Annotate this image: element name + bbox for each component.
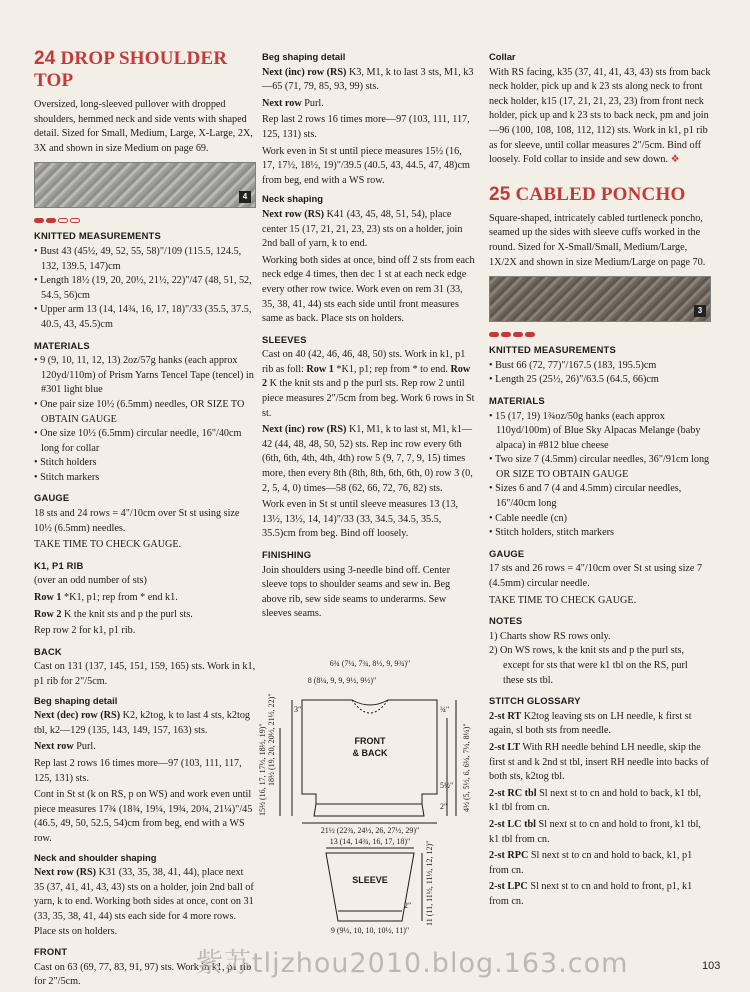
gauge-text: 18 sts and 24 rows = 4"/10cm over St st using size 10½ (6.5mm) needles. <box>34 508 240 534</box>
pattern-25-intro: Square-shaped, intricately cabled turtleneck poncho, seamed up the sides with sleeve cuffs worked in the round. Sized for X-Small/Small, Medium/Large, 1X/2X and shown in size Medium/Large on page 70. <box>489 212 706 268</box>
neck-shaping-row: Next row (RS) K41 (43, 45, 48, 51, 54), place center 15 (17, 21, 21, 23, 23) sts on a holder, join 2nd ball of yarn, k to end. <box>262 208 463 250</box>
note-item: 2) On WS rows, k the knit sts and p the purl sts, except for sts that were k1 tbl on the RS, purl these sts tbl. <box>489 645 688 686</box>
section-heading: BACK <box>34 645 62 657</box>
section-heading: GAUGE <box>34 492 70 504</box>
section-heading: MATERIALS <box>34 339 90 351</box>
list-item: • Two size 7 (4.5mm) circular needles, 36"/91cm long OR SIZE TO OBTAIN GAUGE <box>489 453 711 482</box>
glossary-item: 2-st LC tbl Sl next st to cn and hold to front, k1 tbl, k1 tbl from cn. <box>489 818 701 845</box>
front-back-outline <box>302 700 437 816</box>
section-heading: NOTES <box>489 615 523 627</box>
front-back-label-2: & BACK <box>352 748 388 758</box>
back-continue: Cont in St st (k on RS, p on WS) and work even until piece measures 17¾ (18¾, 19¼, 19¾, 20¾, 21¼)"/45 (46.5, 49, 50, 52.5, 54)cm from beg, end with a WS row. <box>34 789 253 844</box>
neck-both-sides: Working both sides at once, bind off 2 sts from each neck edge 4 times, then dec 1 st at each neck edge every other row twice. Work even on rem 31 (33, 35, 38, 41, 44) sts each side until front measures same as back. Place sts on holders. <box>262 254 475 325</box>
section-heading: MATERIALS <box>489 394 545 406</box>
list-item: • Sizes 6 and 7 (4 and 4.5mm) circular needles, 16"/40cm long <box>489 482 711 511</box>
list-item: • Upper arm 13 (14, 14¾, 16, 17, 18)"/33 (35.5, 37.5, 40.5, 43, 45.5)cm <box>34 303 256 332</box>
list-item: • Bust 43 (45½, 49, 52, 55, 58)"/109 (115.5, 124.5, 132, 139.5, 147)cm <box>34 245 256 274</box>
vent-label: 5½" <box>440 781 454 790</box>
pattern-24-title <box>34 48 256 92</box>
hem-label: 2" <box>440 802 448 811</box>
sleeve-length-label: 11 (11, 11½, 11½, 12, 12)" <box>425 840 434 926</box>
front-neck-line <box>352 700 388 713</box>
list-item: • Length 25 (25½, 26)"/63.5 (64.5, 66)cm <box>489 373 711 388</box>
list-item: • Cable needle (cn) <box>489 512 711 527</box>
list-item: • 9 (9, 10, 11, 12, 13) 2oz/57g hanks (each approx 120yd/110m) of Prism Yarns Tencel Tape (tencel) in #301 light blue <box>34 354 256 398</box>
yarn-swatch-image <box>489 276 711 322</box>
yarn-weight-badge: 3 <box>694 305 706 317</box>
column-left <box>34 48 256 992</box>
section-heading: KNITTED MEASUREMENTS <box>489 344 616 356</box>
subsection-heading: Beg shaping detail <box>34 694 118 706</box>
sleeves-inc-row: Next (inc) row (RS) K1, M1, k to last st, M1, k1—42 (44, 48, 48, 50, 52) sts. Rep inc row every 6th (6th, 6th, 4th, 4th, 4th) row 5 (9, 7, 7, 9, 15) times more, then every 8th (8th, 8th, 6th, 6th, 0) row 3 (0, 2, 5, 4, 0) times—58 (62, 66, 72, 76, 82) sts. <box>262 424 473 494</box>
section-heading: STITCH GLOSSARY <box>489 695 581 707</box>
garment-schematic <box>258 656 487 936</box>
skill-level-icon <box>489 332 711 337</box>
left-to-neck-label: 15½ (16, 17, 17½, 18½, 19)" <box>258 723 267 816</box>
shoulder-width-label: 8 (8¼, 9, 9, 9½, 9½)" <box>307 676 377 685</box>
subsection-heading: Beg shaping detail <box>262 51 346 62</box>
front-work-even: Work even in St st until piece measures 15½ (16, 17, 17½, 18½, 19)"/39.5 (40.5, 43, 44.5, 47, 48)cm from beg, end with a WS row. <box>262 145 470 186</box>
front-cast-on: Cast on 63 (69, 77, 83, 91, 97) sts. Work in k1, p1 rib for 2"/5cm. <box>34 961 252 988</box>
back-dec-row: Next (dec) row (RS) K2, k2tog, k to last 4 sts, k2tog tbl, k2—129 (135, 143, 149, 157, 163) sts. <box>34 710 251 736</box>
neck-width-label: 6¾ (7¼, 7¾, 8½, 9, 9¾)" <box>329 659 411 668</box>
list-item: • Stitch holders, stitch markers <box>489 526 711 541</box>
collar-text: With RS facing, k35 (37, 41, 41, 43, 43) sts from back neck holder, pick up and k 23 sts along neck to front neck holder, k15 (17, 21, 21, 23, 23) from front neck holder, pick up and k 23 sts to back neck, pm and join—96 (100, 108, 108, 112, 112) sts. Work in k1, p1 rib as for sleeve, until collar measures 2"/5cm. Bind off loosely. Fold collar to inside and sew down. ❖ <box>489 66 711 166</box>
section-heading: FRONT <box>34 946 68 958</box>
pattern-25-name: CABLED PONCHO <box>515 183 686 205</box>
gauge-text: 17 sts and 26 rows = 4"/10cm over St st using size 7 (4.5mm) circular needle. <box>489 563 703 590</box>
back-cast-on: Cast on 131 (137, 145, 151, 159, 165) sts. Work in k1, p1 rib for 2"/5cm. <box>34 661 256 687</box>
pattern-25-number: 25 <box>489 183 511 205</box>
skill-level-icon <box>34 218 256 223</box>
column-middle <box>262 48 476 624</box>
subsection-heading: Neck and shoulder shaping <box>34 851 157 863</box>
sleeve-bottom-label: 9 (9½, 10, 10, 10½, 11)" <box>330 926 410 935</box>
list-item: • Stitch markers <box>34 471 256 486</box>
front-repeat: Rep last 2 rows 16 times more—97 (103, 111, 117, 125, 131) sts. <box>262 114 470 140</box>
yarn-swatch-image <box>34 162 256 208</box>
watermark: 紫苏tljzhou2010.blog.163.com <box>196 948 629 979</box>
gauge-check: TAKE TIME TO CHECK GAUGE. <box>34 539 182 551</box>
section-heading: FINISHING <box>262 549 312 560</box>
list-item: • One size 10½ (6.5mm) circular needle, 16"/40cm long for collar <box>34 427 256 456</box>
subsection-heading: Neck shaping <box>262 193 323 205</box>
front-inc-row: Next (inc) row (RS) K3, M1, k to last 3 sts, M1, k3—65 (71, 79, 85, 93, 99) sts. <box>262 66 474 93</box>
rib-row-1: Row 1 *K1, p1; rep from * end k1. <box>34 592 178 604</box>
bottom-width-label: 21½ (22¾, 24½, 26, 27½, 29)" <box>320 826 420 835</box>
back-repeat: Rep last 2 rows 16 times more—97 (103, 111, 117, 125, 131) sts. <box>34 757 242 784</box>
section-heading: GAUGE <box>489 547 525 559</box>
front-neck-drop-label: ¾" <box>440 705 450 714</box>
list-item: • Stitch holders <box>34 456 256 471</box>
page-number: 103 <box>702 960 721 972</box>
back-next-row: Next row Purl. <box>34 741 96 753</box>
right-side-label: 4½ (5, 5½, 6, 6¼, 7¼, 8¼)" <box>462 723 471 812</box>
rib-row-2: Row 2 K the knit sts and p the purl sts. <box>34 608 193 620</box>
end-mark-icon: ❖ <box>670 154 680 166</box>
list-item: • Bust 66 (72, 77)"/167.5 (183, 195.5)cm <box>489 359 711 374</box>
sleeves-work-even: Work even in St st until sleeve measures 13 (13, 13½, 13½, 14, 14)"/33 (33, 34.5, 34.5, 35.5, 35.5)cm from beg. Bind off loosely. <box>262 499 459 540</box>
glossary-item: 2-st RC tbl Sl next st to cn and hold to back, k1 tbl, k1 tbl from cn. <box>489 787 701 814</box>
pattern-24-intro: Oversized, long-sleeved pullover with dropped shoulders, hemmed neck and side vents with shaped detail. Sized for Small, Medium, Large, X-Large, 2X, 3X and shown in size Medium on page 69. <box>34 99 253 154</box>
column-right <box>489 48 711 912</box>
pattern-25-title <box>489 184 711 206</box>
back-neck-drop-label: 3" <box>294 705 302 714</box>
list-item: • 15 (17, 19) 1¾oz/50g hanks (each approx 110yd/100m) of Blue Sky Alpacas Melange (baby alpaca) in #812 blue cheese <box>489 410 711 454</box>
sleeve-label: SLEEVE <box>352 875 388 885</box>
sleeve-top-label: 13 (14, 14¾, 16, 17, 18)" <box>329 837 411 846</box>
section-heading: SLEEVES <box>262 333 307 345</box>
pattern-24-number: 24 <box>34 48 56 69</box>
pattern-24-name: DROP SHOULDER TOP <box>34 48 228 91</box>
glossary-item: 2-st RPC Sl next st to cn and hold to back, k1, p1 from cn. <box>489 850 693 876</box>
glossary-item: 2-st RT K2tog leaving sts on LH needle, k first st again, sl both sts from needle. <box>489 710 692 737</box>
left-length-label: 18½ (19, 20, 20½, 21½, 22)" <box>267 693 276 786</box>
rib-note: (over an odd number of sts) <box>34 575 147 587</box>
gauge-check: TAKE TIME TO CHECK GAUGE. <box>489 594 637 606</box>
glossary-item: 2-st LPC Sl next st to cn and hold to front, p1, k1 from cn. <box>489 881 693 907</box>
front-back-label: FRONT <box>354 736 386 746</box>
yarn-weight-badge: 4 <box>239 191 251 203</box>
neck-shoulder-shaping: Next row (RS) K31 (33, 35, 38, 41, 44), place next 35 (37, 41, 41, 43, 43) sts on a holder, join 2nd ball of yarn, k to end. Working both sides at once, cont on 31 (33, 35, 38, 41, 44) sts each side for 4 more rows. Place sts on holders. <box>34 867 254 937</box>
finishing-text: Join shoulders using 3-needle bind off. Center sleeve tops to shoulder seams and sew in. Beg above rib, sew side seams to underarms. Sew sleeves seams. <box>262 564 451 620</box>
section-heading: KNITTED MEASUREMENTS <box>34 230 161 242</box>
glossary-item: 2-st LT With RH needle behind LH needle, skip the first st and k 2nd st tbl, insert RH needle into backs of both sts, k2tog tbl. <box>489 741 709 783</box>
list-item: • One pair size 10½ (6.5mm) needles, OR SIZE TO OBTAIN GAUGE <box>34 398 256 427</box>
section-heading: K1, P1 RIB <box>34 559 84 571</box>
sleeve-cuff-label: 2" <box>404 901 412 910</box>
rib-repeat: Rep row 2 for k1, p1 rib. <box>34 625 136 637</box>
subsection-heading: Collar <box>489 51 516 62</box>
note-item: 1) Charts show RS rows only. <box>489 630 611 642</box>
sleeves-cast-on: Cast on 40 (42, 46, 46, 48, 50) sts. Work in k1, p1 rib as foll: Row 1 *K1, p1; rep from * to end. Row 2 K the knit sts and p the purl sts. Rep row 2 until piece measures 2"/5cm from beg. Work 6 rows in St st. <box>262 349 475 419</box>
list-item: • Length 18½ (19, 20, 20½, 21½, 22)"/47 (48, 51, 52, 54.5, 56)cm <box>34 274 256 303</box>
front-next-row: Next row Purl. <box>262 97 324 109</box>
